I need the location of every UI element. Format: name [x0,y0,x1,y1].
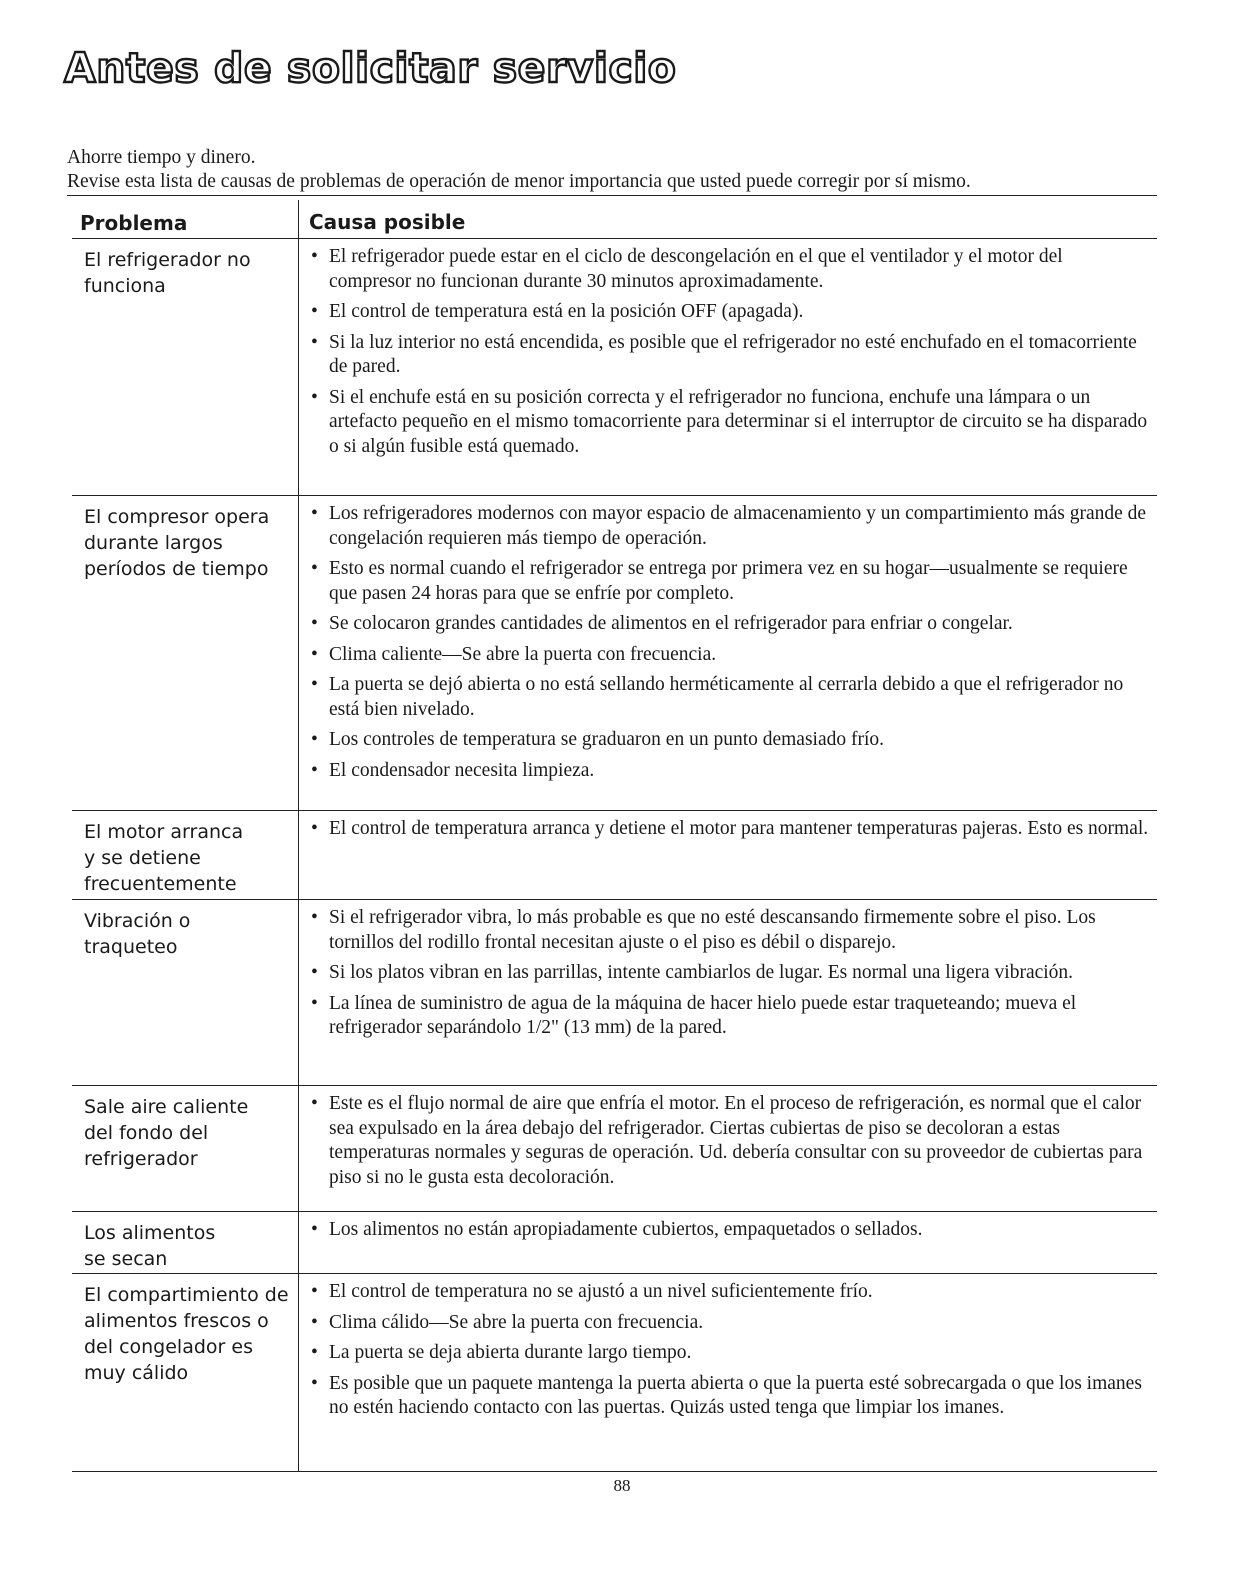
cause-item: • El control de temperatura arranca y detiene el motor para mantener temperaturas pajeras. Esto es normal. [309,817,1149,842]
troubleshooting-table [72,200,1157,1472]
table-header [72,200,1157,238]
cause-cell [298,1274,1157,1471]
problem-cell: Vibración o traqueteo [84,910,191,958]
cause-cell [298,496,1157,810]
table-row [72,1211,1157,1273]
cause-item: • Si los platos vibran en las parrillas, intente cambiarlos de lugar. Es normal una ligera vibración. [309,961,1149,986]
table-row [72,810,1157,899]
cause-item: • La puerta se deja abierta durante largo tiempo. [309,1341,1149,1366]
cause-item: • Los controles de temperatura se graduaron en un punto demasiado frío. [309,728,1149,753]
cause-item: • Se colocaron grandes cantidades de alimentos en el refrigerador para enfriar o congelar. [309,612,1149,637]
table-row [72,1273,1157,1471]
problem-cell: Sale aire caliente del fondo del refrigerador [84,1096,249,1170]
cause-item: • El condensador necesita limpieza. [309,759,1149,784]
cause-item: • Si el refrigerador vibra, lo más probable es que no esté descansando firmemente sobre el piso. Los tornillos del rodillo frontal necesitan ajuste o el piso es débil o disparejo. [309,906,1149,955]
cause-cell [298,900,1157,1085]
cause-item: • Clima caliente—Se abre la puerta con frecuencia. [309,643,1149,668]
problem-cell: El compartimiento de alimentos frescos o del congelador es muy cálido [84,1284,289,1384]
cause-item: • Clima cálido—Se abre la puerta con frecuencia. [309,1311,1149,1336]
table-row [72,238,1157,495]
problem-cell: El refrigerador no funciona [84,249,251,297]
table-row [72,495,1157,810]
page-title: Antes de solicitar servicio [64,44,677,92]
header-cause: Causa posible [298,200,1157,238]
cause-item: • Este es el flujo normal de aire que enfría el motor. En el proceso de refrigeración, es normal que el calor sea expulsado en la área debajo del refrigerador. Ciertas cubiertas de piso se decoloran a estas temperaturas normales y seguras de operación. Ud. debería consultar con su proveedor de cubiertas para piso si no le gusta esta decoloración. [309,1092,1149,1190]
cause-cell [298,1086,1157,1211]
table-bottom-rule [72,1471,1157,1472]
cause-cell [298,239,1157,495]
cause-item: • Si la luz interior no está encendida, es posible que el refrigerador no esté enchufado en el tomacorriente de pared. [309,331,1149,380]
intro-line-1: Ahorre tiempo y dinero. [67,147,256,168]
problem-cell: El compresor opera durante largos períodos de tiempo [84,506,270,580]
cause-item: • El control de temperatura está en la posición OFF (apagada). [309,300,1149,325]
intro-text [67,146,1157,194]
table-row [72,1085,1157,1211]
intro-divider [67,195,1157,196]
cause-cell [298,1212,1157,1273]
cause-item: • La línea de suministro de agua de la máquina de hacer hielo puede estar traqueteando; mueva el refrigerador separándolo 1/2" (13 mm) de la pared. [309,992,1149,1041]
intro-line-2: Revise esta lista de causas de problemas de operación de menor importancia que usted puede corregir por sí mismo. [67,171,971,192]
cause-item: • El control de temperatura no se ajustó a un nivel suficientemente frío. [309,1280,1149,1305]
table-row [72,899,1157,1085]
cause-item: • Los refrigeradores modernos con mayor espacio de almacenamiento y un compartimiento más grande de congelación requieren más tiempo de operación. [309,502,1149,551]
header-problem: Problema [80,211,188,235]
page-number: 88 [613,1476,631,1495]
cause-item: • Esto es normal cuando el refrigerador se entrega por primera vez en su hogar—usualmente se requiere que pasen 24 horas para que se enfríe por completo. [309,557,1149,606]
problem-cell: Los alimentos se secan [84,1222,216,1270]
cause-item: • El refrigerador puede estar en el ciclo de descongelación en el que el ventilador y el motor del compresor no funcionan durante 30 minutos aproximadamente. [309,245,1149,294]
cause-item: • Es posible que un paquete mantenga la puerta abierta o que la puerta esté sobrecargada o que los imanes no estén haciendo contacto con las puertas. Quizás usted tenga que limpiar los imanes. [309,1372,1149,1421]
problem-cell: El motor arranca y se detiene frecuentemente [84,821,244,895]
cause-cell [298,811,1157,899]
cause-item: • La puerta se dejó abierta o no está sellando herméticamente al cerrarla debido a que el refrigerador no está bien nivelado. [309,673,1149,722]
cause-item: • Los alimentos no están apropiadamente cubiertos, empaquetados o sellados. [309,1218,1149,1243]
cause-item: • Si el enchufe está en su posición correcta y el refrigerador no funciona, enchufe una lámpara o un artefacto pequeño en el mismo tomacorriente para determinar si el interruptor de circuito se ha disparado o si algún fusible está quemado. [309,386,1149,460]
